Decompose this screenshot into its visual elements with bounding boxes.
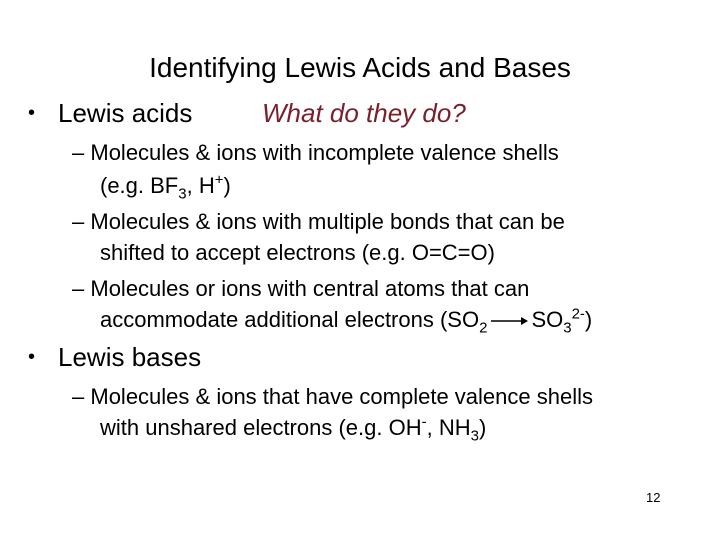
base-item-1-line2: with unshared electrons (e.g. OH-, $NH_3$) (100, 413, 487, 445)
acids-question: What do they do? (262, 98, 466, 128)
bullet-lewis-bases (28, 342, 201, 375)
acid-item-1-line1: – Molecules & ions with incomplete valence shells (72, 140, 559, 165)
acid-item-2-line1: – Molecules & ions with multiple bonds that can be (72, 209, 565, 234)
bullet-icon: • (28, 102, 36, 124)
base-item-1-line1: – Molecules & ions that have complete valence shells (72, 384, 593, 409)
lewis-bases-label: Lewis bases (58, 342, 202, 372)
page-number: 12 (646, 490, 661, 505)
acid-item-1-line2: (e.g. $BF_3$, H+) (100, 171, 231, 203)
bullet-lewis-acids (28, 98, 192, 131)
slide-title: Identifying Lewis Acids and Bases (149, 52, 571, 83)
right-arrow-icon (489, 315, 529, 327)
dash-icon: – (72, 276, 85, 301)
acid-item-3-line2: accommodate additional electrons ($SO_2$ $SO_3^{2-}$) (100, 305, 593, 337)
bullet-icon: • (28, 346, 36, 368)
dash-icon: – (72, 384, 85, 409)
acid-item-2-line2: shifted to accept electrons (e.g. O=C=O) (100, 240, 495, 265)
dash-icon: – (72, 209, 85, 234)
dash-icon: – (72, 140, 85, 165)
acid-item-3-line1: – Molecules or ions with central atoms that can (72, 276, 530, 301)
lewis-acids-label: Lewis acids (58, 98, 193, 128)
